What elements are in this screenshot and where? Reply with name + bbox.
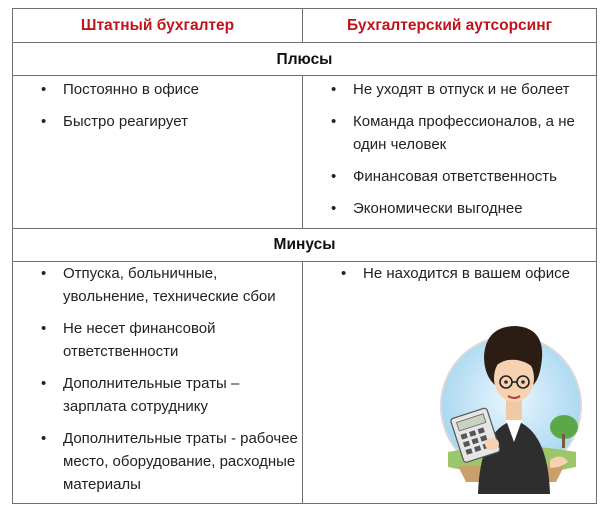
- list-item: • Не уходят в отпуск и не болеет: [353, 78, 588, 101]
- section-title-cons: Минусы: [273, 236, 336, 253]
- list-item: • Постоянно в офисе: [63, 78, 293, 101]
- list-item: • Дополнительные траты - рабочее место, оборудование, расходные материалы: [63, 427, 298, 496]
- list-item: • Быстро реагирует: [63, 110, 293, 133]
- cons-right-list: [363, 262, 593, 294]
- divider: [302, 261, 303, 503]
- list-item: • Финансовая ответственность: [353, 165, 588, 188]
- column-header-staff-accountant: Штатный бухгалтер: [80, 17, 235, 34]
- list-item: • Команда профессионалов, а не один человек: [353, 110, 588, 156]
- list-item: • Отпуска, больничные, увольнение, технические сбои: [63, 262, 298, 308]
- list-item: • Не несет финансовой ответственности: [63, 317, 298, 363]
- list-item: • Экономически выгоднее: [353, 197, 588, 220]
- pros-left-list: [63, 78, 293, 142]
- section-title-pros: Плюсы: [276, 51, 333, 68]
- list-item: • Не находится в вашем офисе: [363, 262, 593, 285]
- pros-right-list: [353, 78, 588, 229]
- businesswoman-illustration: [436, 312, 586, 494]
- column-header-outsourcing: Бухгалтерский аутсорсинг: [346, 17, 553, 34]
- cons-left-list: [63, 262, 298, 505]
- list-item: • Дополнительные траты – зарплата сотруднику: [63, 372, 298, 418]
- divider: [302, 75, 303, 228]
